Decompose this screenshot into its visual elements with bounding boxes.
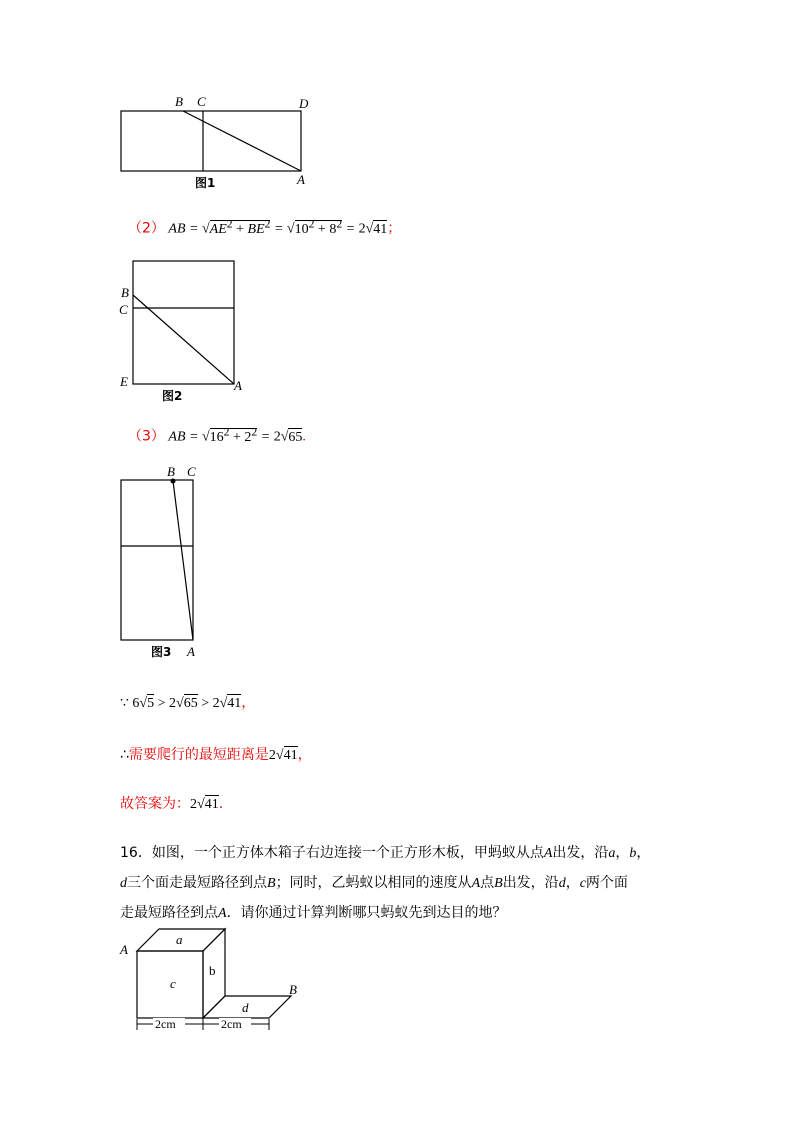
figure-cube-board: [115, 920, 315, 1040]
step-2-number: （2）: [128, 220, 165, 237]
p16-text-8: 走最短路径到点: [120, 905, 218, 921]
p16-text-5: 点: [480, 875, 495, 891]
conclusion-tail: ，: [297, 747, 312, 763]
step-3-16: 16: [209, 429, 224, 445]
label-C: C: [197, 94, 206, 109]
step-2-lhs: AB: [168, 221, 186, 237]
p16-text-1: 16．如图，一个正方体木箱子右边连接一个正方形木板，甲蚂蚁从点: [120, 845, 544, 861]
step-3: （3） AB = $√16^2 + 2^2 = 2√65$.: [128, 425, 306, 445]
compare-c3: 2: [212, 696, 220, 711]
step-2-10: 10: [294, 221, 309, 237]
compare-r3: 41: [227, 696, 242, 711]
face-c: c: [170, 976, 176, 991]
answer-coef: 2: [190, 797, 197, 812]
p16-comma-1: ，: [615, 845, 630, 861]
p16-point-b-2: B: [494, 876, 503, 891]
p16-point-a: A: [543, 846, 553, 861]
label-B: B: [121, 285, 129, 300]
problem-16-line-2: [120, 872, 628, 892]
p16-text-3: 三个面走最短路径到点: [127, 875, 267, 891]
conclusion: ∴需要爬行的最短距离是2√41，: [120, 747, 312, 763]
figure-2: [115, 255, 255, 405]
p16-face-c: c: [579, 876, 586, 891]
p16-face-d: d: [120, 876, 127, 891]
step-2-rad: 41: [373, 221, 388, 237]
step-3-coef: 2: [273, 429, 281, 445]
compare-c1: 6: [132, 696, 140, 711]
problem-16-line-1: [120, 842, 650, 862]
therefore-symbol: ∴: [120, 747, 129, 763]
label-C: C: [119, 302, 128, 317]
face-d: d: [242, 1000, 249, 1015]
label-A: A: [297, 172, 305, 187]
answer: 故答案为：2√41.: [120, 796, 224, 812]
p16-comma-2: ，: [636, 845, 651, 861]
p16-text-2: 出发，沿: [552, 845, 609, 861]
dimension-2: 2cm: [221, 1017, 242, 1031]
conclusion-rad: 41: [283, 748, 298, 763]
dimension-1: 2cm: [155, 1017, 176, 1031]
label-B: B: [167, 464, 175, 479]
p16-text-6: 出发，沿: [502, 875, 559, 891]
label-E: E: [120, 374, 128, 389]
p16-face-b: b: [629, 846, 637, 861]
conclusion-text: 需要爬行的最短距离是: [128, 747, 269, 763]
compare-r2: 65: [183, 696, 198, 711]
step-2-ae: AE: [209, 221, 227, 237]
answer-text: 故答案为：: [120, 796, 190, 812]
figure-3: [115, 460, 215, 660]
p16-face-d-2: d: [558, 876, 566, 891]
p16-point-a-3: A: [218, 906, 227, 921]
p16-point-a-2: A: [471, 876, 481, 891]
step-3-rad: 65: [288, 429, 303, 445]
face-b: b: [209, 963, 216, 978]
figure-3-caption: 图3: [151, 645, 172, 659]
step-2: （2） AB = $√AE^2 + BE^2 = √10^2 + 8^2 = 2√41$；: [128, 217, 402, 237]
figure-1-caption: 图1: [195, 176, 216, 190]
step-2-tail: ；: [387, 221, 402, 237]
p16-text-7: 两个面: [585, 875, 628, 891]
answer-tail: .: [218, 796, 224, 812]
label-D: D: [299, 96, 309, 111]
label-C: C: [187, 464, 196, 479]
comparison: ∵ 6√5 > 2√65 > 2√41，: [120, 696, 256, 711]
step-3-number: （3）: [128, 428, 165, 445]
label-B: B: [289, 982, 297, 997]
compare-c2: 2: [169, 696, 177, 711]
figure-1: [115, 92, 315, 192]
label-B: B: [175, 94, 183, 109]
p16-text-9: ．请你通过计算判断哪只蚂蚁先到达目的地？: [226, 905, 507, 921]
face-a: a: [176, 932, 183, 947]
step-3-lhs: AB: [168, 429, 186, 445]
p16-text-4: ；同时，乙蚂蚁以相同的速度从: [275, 875, 472, 891]
step-2-be: BE: [247, 221, 265, 237]
p16-face-a: a: [608, 846, 616, 861]
step-2-coef: 2: [358, 221, 366, 237]
p16-point-b: B: [267, 876, 276, 891]
figure-2-caption: 图2: [162, 389, 183, 403]
compare-r1: 5: [147, 696, 155, 711]
step-2-8: 8: [329, 221, 337, 237]
p16-comma-3: ，: [565, 875, 580, 891]
label-A: A: [234, 378, 242, 393]
problem-16-line-3: [120, 902, 507, 922]
compare-tail: ，: [241, 696, 256, 711]
because-symbol: ∵: [120, 696, 129, 711]
label-A: A: [187, 644, 195, 659]
step-3-2: 2: [244, 429, 252, 445]
conclusion-coef: 2: [268, 748, 276, 763]
step-3-tail: .: [302, 429, 306, 445]
label-A: A: [120, 942, 128, 957]
answer-rad: 41: [204, 797, 219, 812]
